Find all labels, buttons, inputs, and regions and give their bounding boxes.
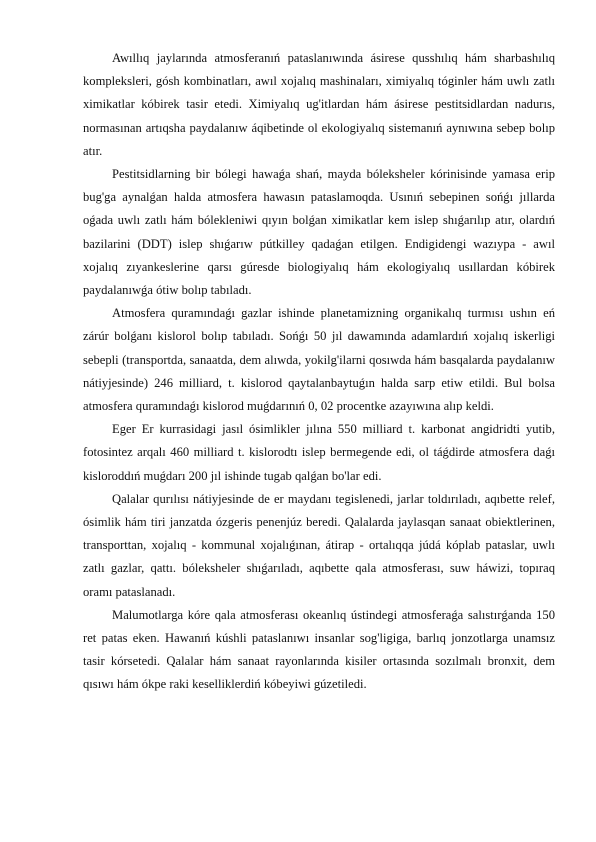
paragraph-3: Atmosfera quramındaǵı gazlar ishinde planetamizning organikalıq turmısı ushın eń zárúr bolǵanı kislorol bolıp tabıladı. Sońǵı 50 jıl dawamında adamlardıń xojalıq iskerligi sebepli (transportda, sanaatda, dem alıwda, yokilg'ilarni qosıwda hám basqalarda paydalanıw nátiyjesinde) 246 milliard, t. kislorod qaytalanbaytuǵın halda sarp etiw etildi. Bul bolsa atmosfera quramındaǵı kislorod muǵdarınıń 0, 02 procentke azayıwına alıp keldi. (83, 306, 555, 414)
paragraph-5: Qalalar qurılısı nátiyjesinde de er maydanı tegislenedi, jarlar toldırıladı, aqıbette relef, ósimlik hám tiri janzatda ózgeris penenjúz beredi. Qalalarda jaylasqan sanaat obiektlerinen, transporttan, xojalıq - kommunal xojalıǵınan, átirap - ortalıqqa júdá kóplab pataslar, uwlı zatlı gazlar, qattı. bóleksheler shıǵarıladı, aqıbette qala atmosferası, suw háwizi, topıraq oramı pataslanadı. (83, 491, 555, 599)
paragraph-4: Eger Er kurrasidagi jasıl ósimlikler jılına 550 milliard t. karbonat angidridti yutib, fotosintez arqalı 460 milliard t. kislorodtı islep bermegende edi, ol táǵdirde atmosfera daǵı kisloroddıń muǵdarı 200 jıl ishinde tugab qalǵan bo'lar edi. (83, 422, 555, 483)
paragraph-6: Malumotlarga kóre qala atmosferası okeanlıq ústindegi atmosferaǵa salıstırǵanda 150 ret patas eken. Hawanıń kúshli pataslanıwı insanlar sog'ligiga, barlıq jonzotlarga unamsız tasir kórsetedi. Qalalar hám sanaat rayonlarında kisiler ortasında sozılmalı bronxit, dem qısıwı hám ókpe raki keselliklerdiń kóbeyiwi gúzetiledi. (83, 607, 555, 692)
document-body (83, 47, 555, 697)
paragraph-2: Pestitsidlarning bir bólegi hawaǵa shań, mayda bóleksheler kórinisinde yamasa erip bug'ga aynalǵan halda atmosfera hawasın pataslamoqda. Usınıń sebepinen sońǵı jıllarda oǵada uwlı zatlı hám bólekleniwi qıyın bolǵan ximikatlar kem islep shıǵarılıp atır, olardıń bazilarini (DDT) islep shıǵarıw pútkilley qadaǵan etilgen. Endigidengi wazıypa - awıl xojalıq zıyankeslerine qarsı gúresde biologiyalıq hám ekologiyalıq usıllardan kóbirek paydalanıwǵa ótiw bolıp tabıladı. (83, 167, 555, 298)
paragraph-1: Awıllıq jaylarında atmosferanıń pataslanıwında ásirese qusshılıq hám sharbashılıq kompleksleri, gósh kombinatları, awıl xojalıq mashinaları, ximiyalıq tóginler hám uwlı zatlı ximikatlar kóbirek tasir etedi. Ximiyalıq ug'itlardan hám ásirese pestitsidlardan nadurıs, normasınan artıqsha paydalanıw áqibetinde ol ekologiyalıq sistemanıń aynıwına sebep bolıp atır. (83, 51, 555, 158)
